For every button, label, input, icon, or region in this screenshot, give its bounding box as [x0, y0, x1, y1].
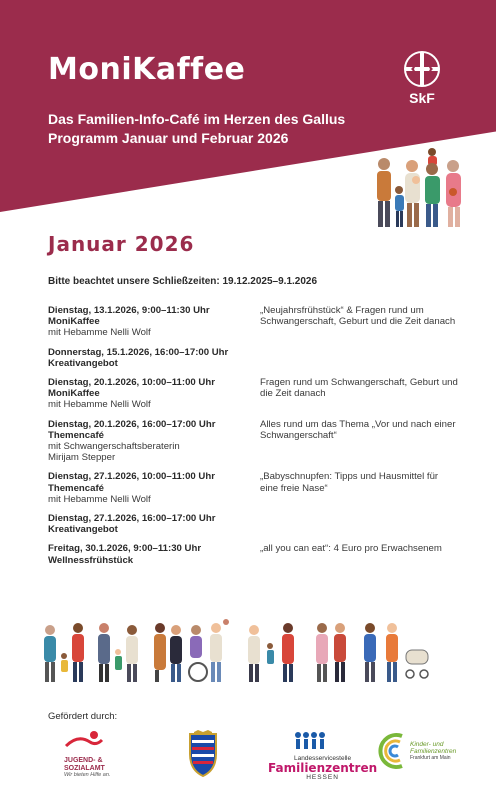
- person-group-3: [154, 619, 229, 682]
- person-group-4: [248, 623, 294, 682]
- event-host: mit Hebamme Nelli Wolf: [48, 327, 151, 339]
- event-date-time: Dienstag, 20.1.2026, 10:00–11:00 Uhr: [48, 377, 215, 389]
- event-name: MoniKaffee: [48, 316, 100, 328]
- event-schedule: [48, 305, 458, 574]
- event-date-time: Freitag, 30.1.2026, 9:00–11:30 Uhr: [48, 543, 202, 555]
- person-group-5: [316, 623, 346, 682]
- event-details: [48, 305, 260, 339]
- kfz-circle-icon: [378, 730, 408, 772]
- event-details: [48, 377, 260, 411]
- hessen-lion-icon: [184, 730, 222, 778]
- event-description: „all you can eat“: 4 Euro pro Erwachsenem: [260, 543, 442, 555]
- event-row: [48, 377, 458, 411]
- event-row: [48, 543, 458, 565]
- event-row: [48, 513, 458, 535]
- hessen-coat-of-arms: [184, 730, 222, 783]
- event-name: Kreativangebot: [48, 524, 118, 536]
- event-details: [48, 471, 260, 505]
- closing-note: Bitte beachtet unsere Schließzeiten: 19.12.2025–9.1.2026: [48, 276, 318, 287]
- jugend-slogan: Wir bieten Hilfe an.: [64, 772, 111, 778]
- lfz-line-1: Landesservicestelle: [294, 755, 352, 762]
- event-date-time: Donnerstag, 15.1.2026, 16:00–17:00 Uhr: [48, 346, 229, 358]
- page-title: MoniKaffee: [48, 52, 246, 87]
- event-date-time: Dienstag, 20.1.2026, 16:00–17:00 Uhr: [48, 418, 216, 430]
- people-illustration: [40, 616, 456, 684]
- jugend-line-1: JUGEND- &: [64, 757, 103, 764]
- kfz-line-2: Familienzentren: [410, 748, 457, 755]
- event-host: mit Schwangerschaftsberaterin: [48, 441, 180, 453]
- event-name: Themencafé: [48, 429, 104, 441]
- lfz-line-3: HESSEN: [306, 774, 339, 781]
- sponsor-label: Gefördert durch:: [48, 711, 118, 722]
- event-name: Themencafé: [48, 482, 104, 494]
- event-date-time: Dienstag, 27.1.2026, 16:00–17:00 Uhr: [48, 513, 216, 525]
- people-chain-icon: [268, 730, 352, 750]
- kfz-line-1: Kinder- und: [410, 741, 444, 748]
- event-name: Wellnessfrühstück: [48, 554, 134, 566]
- jugend-figure-icon: [64, 730, 104, 752]
- kfz-line-3: Frankfurt am Main: [410, 755, 451, 761]
- event-description: [260, 347, 458, 369]
- event-row: [48, 305, 458, 339]
- event-row: [48, 471, 458, 505]
- family-illustration: [370, 144, 466, 230]
- event-description: „Neujahrsfrühstück“ & Fragen rund um Schwangerschaft, Geburt und die Zeit danach: [260, 305, 456, 328]
- event-date-time: Dienstag, 27.1.2026, 10:00–11:00 Uhr: [48, 471, 215, 483]
- person-group-6: [364, 623, 428, 682]
- skf-logo-text: SkF: [409, 90, 435, 106]
- person-group-1: [44, 623, 84, 682]
- event-date-time: Dienstag, 13.1.2026, 9:00–11:30 Uhr: [48, 305, 210, 316]
- event-description: [260, 513, 458, 535]
- event-details: [48, 419, 260, 464]
- event-host: mit Hebamme Nelli Wolf: [48, 399, 151, 411]
- event-description: Alles rund um das Thema „Vor und nach einer Schwangerschaft“: [260, 418, 456, 441]
- lfz-line-2: Familienzentren: [268, 761, 378, 775]
- event-details: [48, 513, 260, 535]
- event-row: [48, 347, 458, 369]
- event-description: Fragen rund um Schwangerschaft, Geburt und die Zeit danach: [260, 377, 458, 400]
- month-heading: Januar 2026: [48, 232, 195, 256]
- subtitle-line-1: Das Familien-Info-Café im Herzen des Gallus: [48, 111, 346, 127]
- subtitle-line-2: Programm Januar und Februar 2026: [48, 130, 289, 146]
- event-details: [48, 347, 260, 369]
- jugend-line-2: SOZIALAMT: [64, 764, 105, 772]
- event-host: mit Hebamme Nelli Wolf: [48, 493, 151, 505]
- landesservicestelle-logo: [268, 730, 377, 781]
- skf-logo: [392, 50, 452, 106]
- event-details: [48, 543, 260, 565]
- skf-emblem-icon: [403, 50, 441, 88]
- event-row: [48, 419, 458, 464]
- jugend-sozialamt-logo: [64, 730, 110, 778]
- event-name: Kreativangebot: [48, 357, 118, 369]
- event-description: „Babyschnupfen: Tipps und Hausmittel für eine freie Nase“: [260, 471, 439, 494]
- event-host-name: Mirijam Stepper: [48, 452, 116, 464]
- person-group-2: [98, 623, 138, 682]
- event-name: MoniKaffee: [48, 388, 100, 400]
- subtitle: [48, 110, 345, 148]
- kinder-familienzentren-logo: [378, 730, 456, 772]
